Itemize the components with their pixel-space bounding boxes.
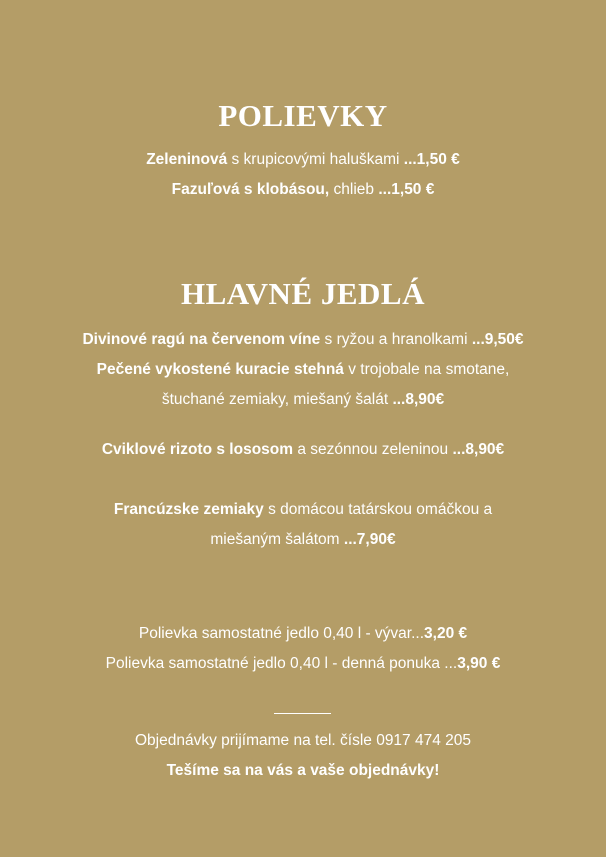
section-title-mains: HLAVNÉ JEDLÁ <box>180 276 425 311</box>
menu-item-price: ...1,50 € <box>403 151 460 168</box>
extra-item-text: Polievka samostatné jedlo 0,40 l - vývar... <box>138 625 425 642</box>
menu-item-desc: s domácou tatárskou omáčkou a miešaným šalátom <box>210 501 493 548</box>
menu-item-price: ...7,90€ <box>343 531 396 548</box>
menu-item-name: Fazuľová s klobásou, <box>171 181 330 198</box>
menu-item-desc: chlieb <box>329 181 379 198</box>
footer <box>40 726 566 786</box>
menu-item <box>40 325 566 355</box>
menu-item-price: ...9,50€ <box>471 331 524 348</box>
mains-list <box>40 325 566 555</box>
menu-item-desc: v trojobale na smotane, štuchané zemiaky, miešaný šalát <box>161 361 510 408</box>
extras-list <box>40 619 566 679</box>
section-title-soups: POLIEVKY <box>218 98 388 133</box>
extra-item-text: Polievka samostatné jedlo 0,40 l - denná ponuka ... <box>105 655 458 672</box>
menu-item-name: Francúzske zemiaky <box>113 501 264 518</box>
extra-item-price: 3,20 € <box>424 625 468 642</box>
spacer <box>40 465 566 495</box>
soups-list <box>40 145 566 205</box>
extra-item-price: 3,90 € <box>457 655 501 672</box>
closing-message: Tešíme sa na vás a vaše objednávky! <box>166 762 440 779</box>
menu-item-name: Cviklové rizoto s lososom <box>101 441 294 458</box>
extra-item <box>40 619 566 649</box>
menu-item <box>40 355 566 415</box>
menu-item-price: ...8,90€ <box>452 441 505 458</box>
spacer <box>40 415 566 435</box>
order-info: Objednávky prijímame na tel. čísle 0917 474 205 <box>134 732 472 749</box>
menu-item-name: Zeleninová <box>146 151 228 168</box>
menu-item-price: ...1,50 € <box>378 181 435 198</box>
menu-item-desc: a sezónnou zeleninou <box>293 441 453 458</box>
menu-item-desc: s ryžou a hranolkami <box>320 331 468 348</box>
menu-item <box>40 435 566 465</box>
extra-item <box>40 649 566 679</box>
menu-item-name: Pečené vykostené kuracie stehná <box>96 361 344 378</box>
divider <box>274 713 331 714</box>
menu-item-price: ...8,90€ <box>392 391 445 408</box>
menu-item <box>40 175 566 205</box>
menu-item-name: Divinové ragú na červenom víne <box>82 331 321 348</box>
menu-item-desc: s krupicovými haluškami <box>227 151 404 168</box>
menu-item <box>40 145 566 175</box>
menu-item <box>40 495 566 555</box>
